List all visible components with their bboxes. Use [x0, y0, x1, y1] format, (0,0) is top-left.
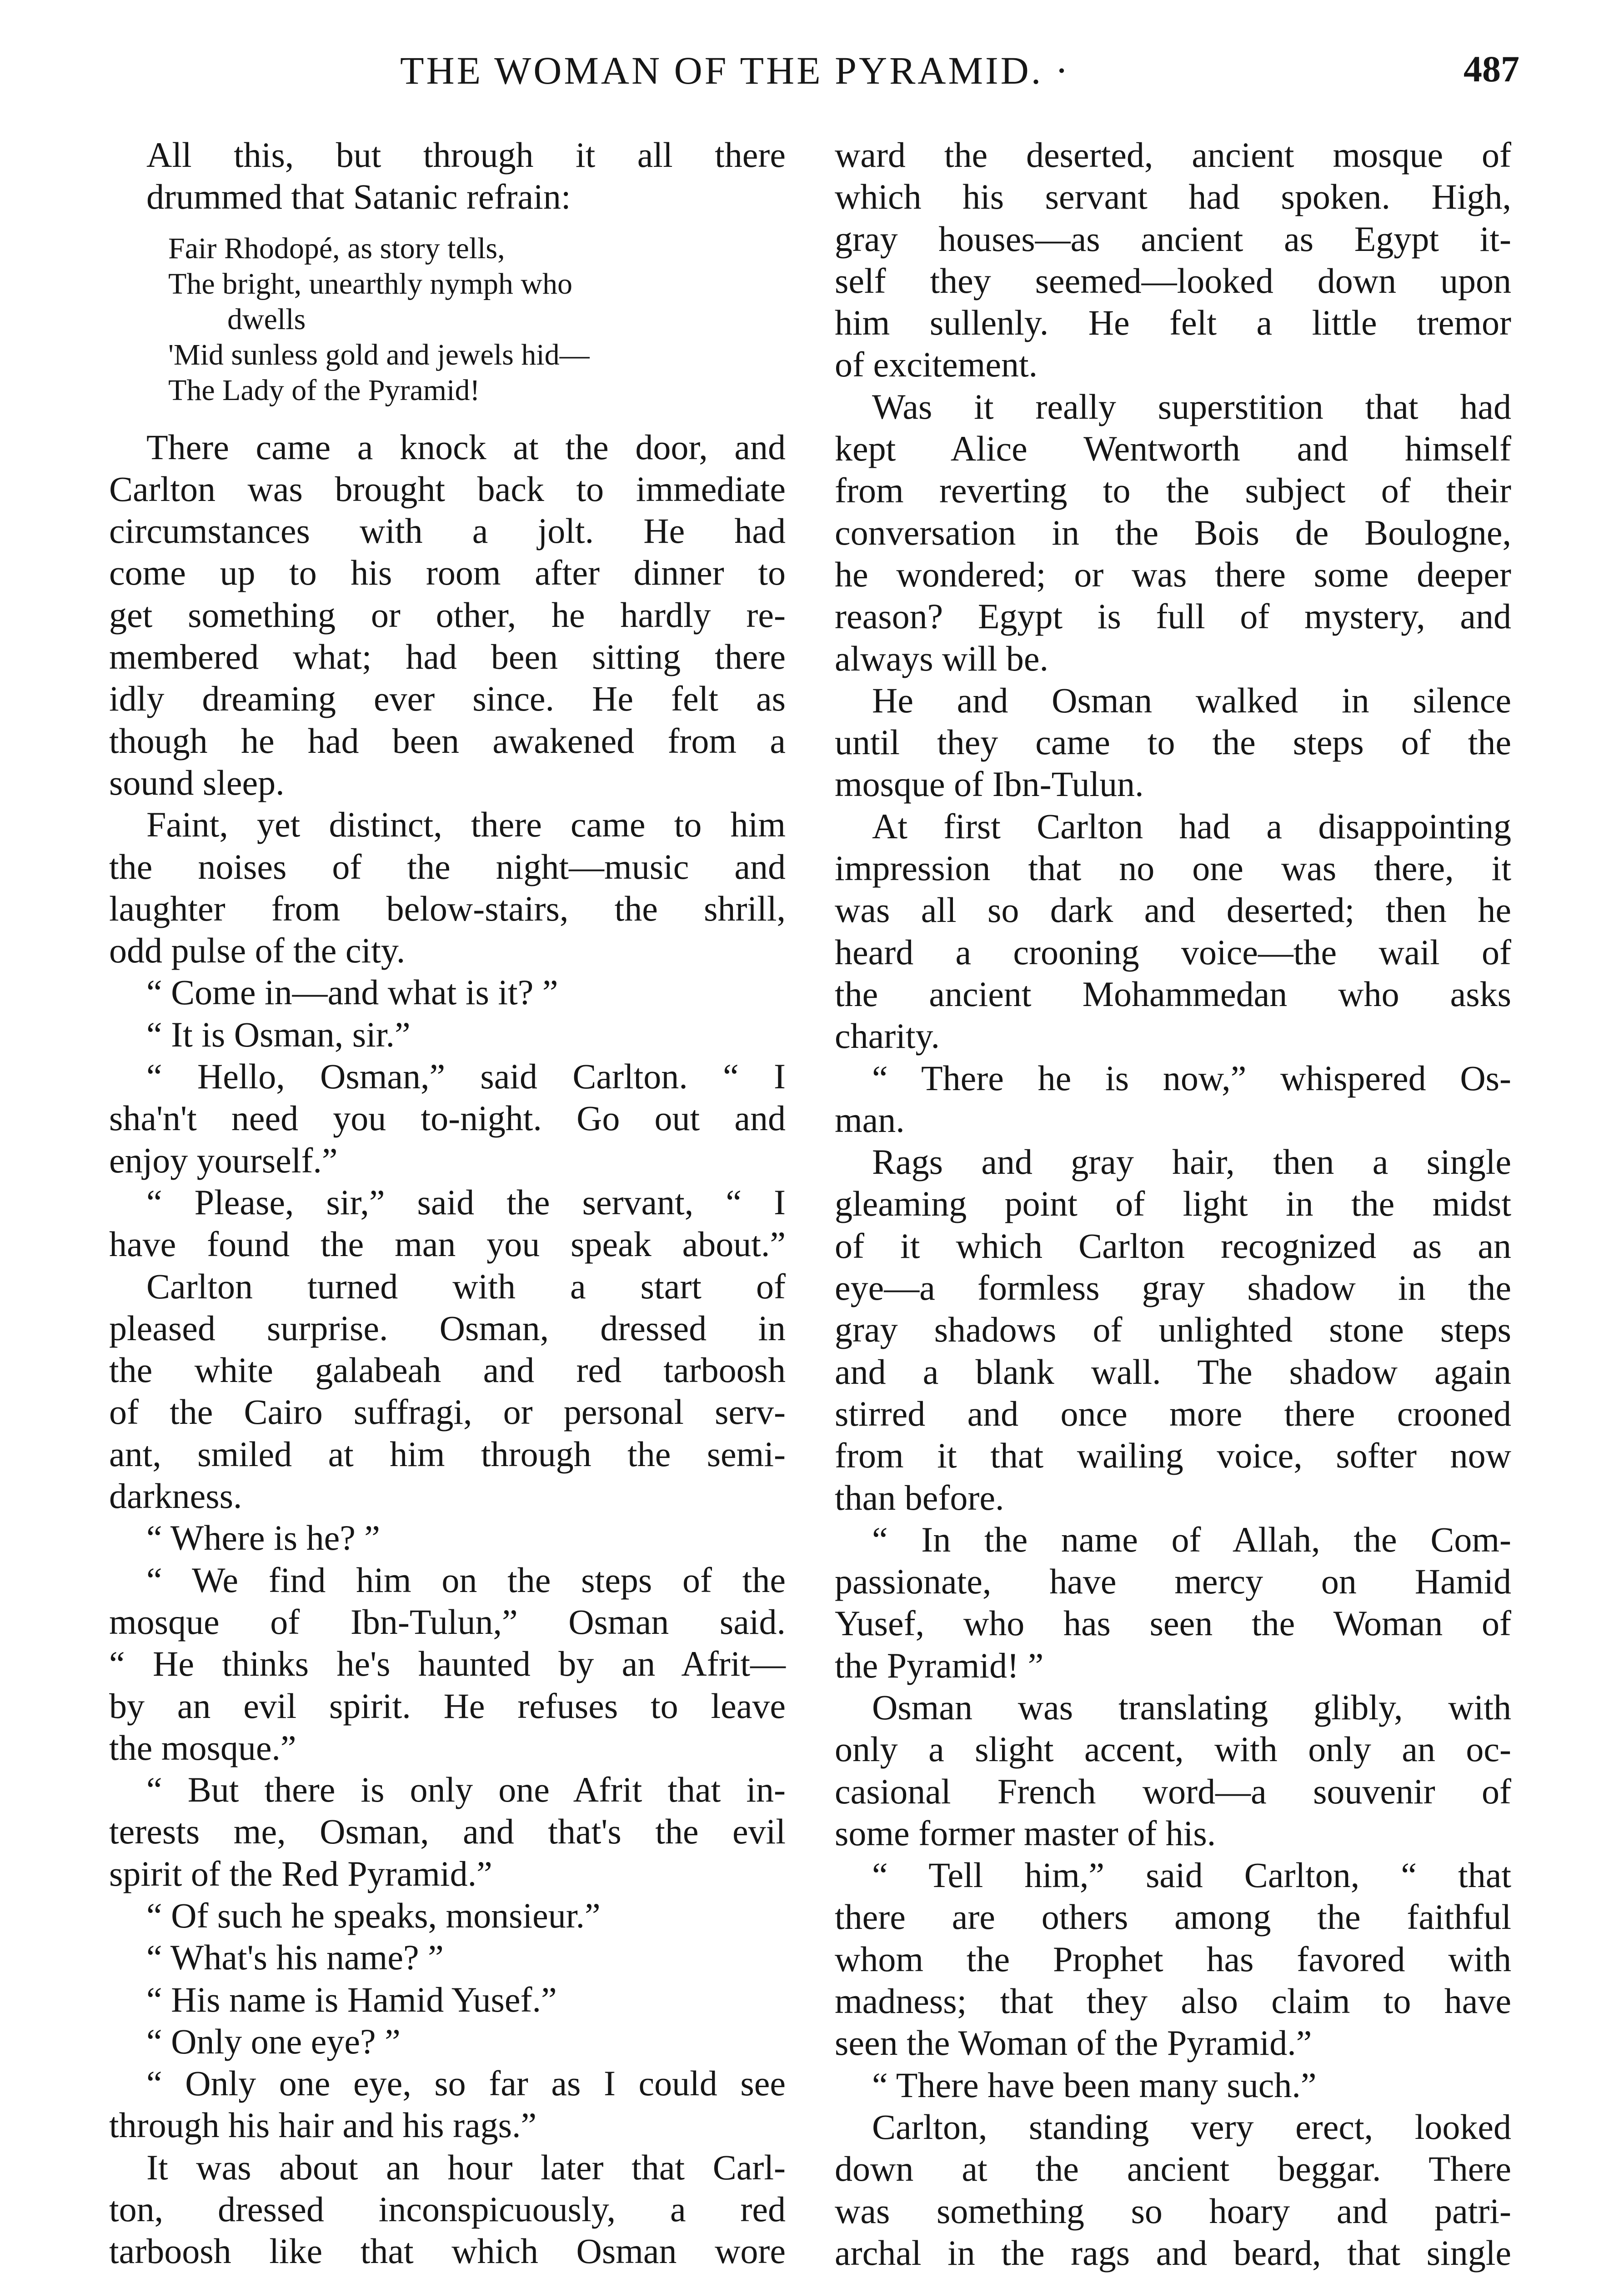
text-line: was something so hoary and patri-: [835, 2191, 1511, 2231]
text-line: “ Only one eye, so far as I could see: [146, 2063, 786, 2103]
text-line: “ It is Osman, sir.”: [146, 1014, 411, 1054]
text-line: It was about an hour later that Carl-: [146, 2147, 786, 2187]
text-line: some former master of his.: [835, 1813, 1216, 1853]
verse-line: Fair Rhodopé, as story tells,: [168, 231, 505, 265]
text-line: laughter from below-stairs, the shrill,: [109, 888, 786, 928]
text-line: there are others among the faithful: [835, 1897, 1511, 1937]
text-line: whom the Prophet has favored with: [835, 1939, 1511, 1979]
text-line: drummed that Satanic refrain:: [146, 177, 571, 217]
text-line: the Pyramid! ”: [835, 1645, 1044, 1685]
text-line: the noises of the night—music and: [109, 846, 786, 886]
text-line: “ We find him on the steps of the: [146, 1560, 786, 1600]
text-line: membered what; had been sitting there: [109, 637, 786, 677]
text-line: eye—a formless gray shadow in the: [835, 1268, 1511, 1308]
text-line: odd pulse of the city.: [109, 931, 406, 971]
text-line: “ Where is he? ”: [146, 1518, 380, 1558]
text-line: man.: [835, 1100, 905, 1140]
text-line: always will be.: [835, 638, 1049, 678]
text-line: get something or other, he hardly re-: [109, 595, 786, 635]
text-line: by an evil spirit. He refuses to leave: [109, 1686, 786, 1726]
text-line: “ Come in—and what is it? ”: [146, 972, 558, 1012]
text-line: All this, but through it all there: [146, 135, 786, 175]
text-line: tarboosh like that which Osman wore: [109, 2231, 786, 2271]
text-line: down at the ancient beggar. There: [835, 2149, 1511, 2189]
text-line: gray houses—as ancient as Egypt it-: [835, 219, 1511, 259]
text-line: “ His name is Hamid Yusef.”: [146, 1979, 557, 2019]
text-line: “ He thinks he's haunted by an Afrit—: [109, 1644, 786, 1684]
text-line: have found the man you speak about.”: [109, 1224, 786, 1264]
text-line: only a slight accent, with only an oc-: [835, 1729, 1511, 1769]
text-line: of excitement.: [835, 345, 1038, 385]
text-line: ton, dressed inconspicuously, a red: [109, 2189, 786, 2229]
text-line: “ There he is now,” whispered Os-: [872, 1058, 1511, 1098]
text-line: come up to his room after dinner to: [109, 553, 786, 593]
verse-line: 'Mid sunless gold and jewels hid—: [168, 338, 590, 371]
text-line: archal in the rags and beard, that single: [835, 2233, 1511, 2273]
verse-line: The bright, unearthly nymph who: [168, 267, 573, 300]
text-line: Carlton, standing very erect, looked: [872, 2107, 1511, 2147]
text-line: of the Cairo suffragi, or personal serv-: [109, 1392, 786, 1432]
text-line: self they seemed—looked down upon: [835, 260, 1511, 300]
text-line: sha'n't need you to-night. Go out and: [109, 1098, 786, 1138]
text-line: sound sleep.: [109, 762, 285, 802]
text-line: of it which Carlton recognized as an: [835, 1226, 1511, 1266]
text-line: Yusef, who has seen the Woman of: [835, 1603, 1511, 1643]
verse-line: The Lady of the Pyramid!: [168, 373, 480, 407]
text-line: kept Alice Wentworth and himself: [835, 429, 1511, 469]
text-line: seen the Woman of the Pyramid.”: [835, 2023, 1312, 2063]
text-line: mosque of Ibn-Tulun,” Osman said.: [109, 1602, 786, 1642]
text-line: pleased surprise. Osman, dressed in: [109, 1308, 786, 1348]
verse-line: dwells: [227, 302, 306, 336]
text-line: “ What's his name? ”: [146, 1938, 444, 1978]
text-line: stirred and once more there crooned: [835, 1393, 1511, 1433]
text-line: Osman was translating glibly, with: [872, 1687, 1511, 1727]
page-number: 487: [1464, 48, 1519, 90]
text-line: “ Only one eye? ”: [146, 2021, 401, 2061]
text-line: “ Tell him,” said Carlton, “ that: [872, 1855, 1511, 1895]
text-line: gray shadows of unlighted stone steps: [835, 1310, 1511, 1350]
text-line: he wondered; or was there some deeper: [835, 554, 1511, 594]
text-line: though he had been awakened from a: [109, 721, 786, 761]
text-line: him sullenly. He felt a little tremor: [835, 303, 1511, 343]
text-line: “ In the name of Allah, the Com-: [872, 1519, 1511, 1559]
text-line: conversation in the Bois de Boulogne,: [835, 512, 1511, 552]
right-column: [835, 134, 1511, 2273]
text-line: the mosque.”: [109, 1727, 296, 1767]
text-line: and a blank wall. The shadow again: [835, 1352, 1511, 1392]
text-line: Carlton turned with a start of: [146, 1266, 786, 1306]
text-line: reason? Egypt is full of mystery, and: [835, 596, 1511, 636]
text-line: from it that wailing voice, softer now: [835, 1436, 1511, 1476]
text-line: charity.: [835, 1016, 940, 1056]
text-line: ant, smiled at him through the semi-: [109, 1434, 786, 1474]
text-line: the ancient Mohammedan who asks: [835, 974, 1511, 1014]
text-line: Was it really superstition that had: [872, 386, 1511, 426]
text-line: circumstances with a jolt. He had: [109, 511, 786, 551]
text-line: casional French word—a souvenir of: [835, 1771, 1511, 1811]
left-column: [109, 134, 786, 2273]
text-line: heard a crooning voice—the wail of: [835, 932, 1511, 972]
text-line: darkness.: [109, 1476, 242, 1516]
text-line: enjoy yourself.”: [109, 1140, 338, 1180]
text-line: than before.: [835, 1477, 1004, 1517]
text-line: through his hair and his rags.”: [109, 2105, 537, 2145]
text-line: “ But there is only one Afrit that in-: [146, 1770, 786, 1810]
text-line: the white galabeah and red tarboosh: [109, 1350, 786, 1390]
text-line: mosque of Ibn-Tulun.: [835, 764, 1144, 804]
text-line: “ There have been many such.”: [872, 2065, 1317, 2105]
text-line: He and Osman walked in silence: [872, 680, 1511, 720]
text-line: from reverting to the subject of their: [835, 471, 1511, 511]
text-line: passionate, have mercy on Hamid: [835, 1562, 1511, 1602]
text-line: At first Carlton had a disappointing: [872, 806, 1511, 846]
text-line: terests me, Osman, and that's the evil: [109, 1812, 786, 1852]
text-line: “ Hello, Osman,” said Carlton. “ I: [146, 1056, 786, 1096]
text-line: idly dreaming ever since. He felt as: [109, 679, 786, 719]
text-line: ward the deserted, ancient mosque of: [835, 135, 1511, 175]
text-line: until they came to the steps of the: [835, 722, 1511, 762]
text-line: spirit of the Red Pyramid.”: [109, 1853, 492, 1893]
text-line: madness; that they also claim to have: [835, 1981, 1511, 2021]
text-line: gleaming point of light in the midst: [835, 1184, 1511, 1224]
text-line: Faint, yet distinct, there came to him: [146, 805, 786, 845]
text-line: which his servant had spoken. High,: [835, 177, 1511, 217]
text-line: Carlton was brought back to immediate: [109, 469, 786, 509]
text-line: impression that no one was there, it: [835, 848, 1511, 888]
text-line: Rags and gray hair, then a single: [872, 1142, 1511, 1182]
text-line: “ Please, sir,” said the servant, “ I: [146, 1182, 786, 1222]
running-header: [109, 48, 1519, 107]
text-line: There came a knock at the door, and: [146, 427, 786, 467]
running-title: THE WOMAN OF THE PYRAMID. ·: [400, 49, 1071, 92]
text-line: “ Of such he speaks, monsieur.”: [146, 1895, 601, 1935]
text-line: was all so dark and deserted; then he: [835, 890, 1511, 930]
